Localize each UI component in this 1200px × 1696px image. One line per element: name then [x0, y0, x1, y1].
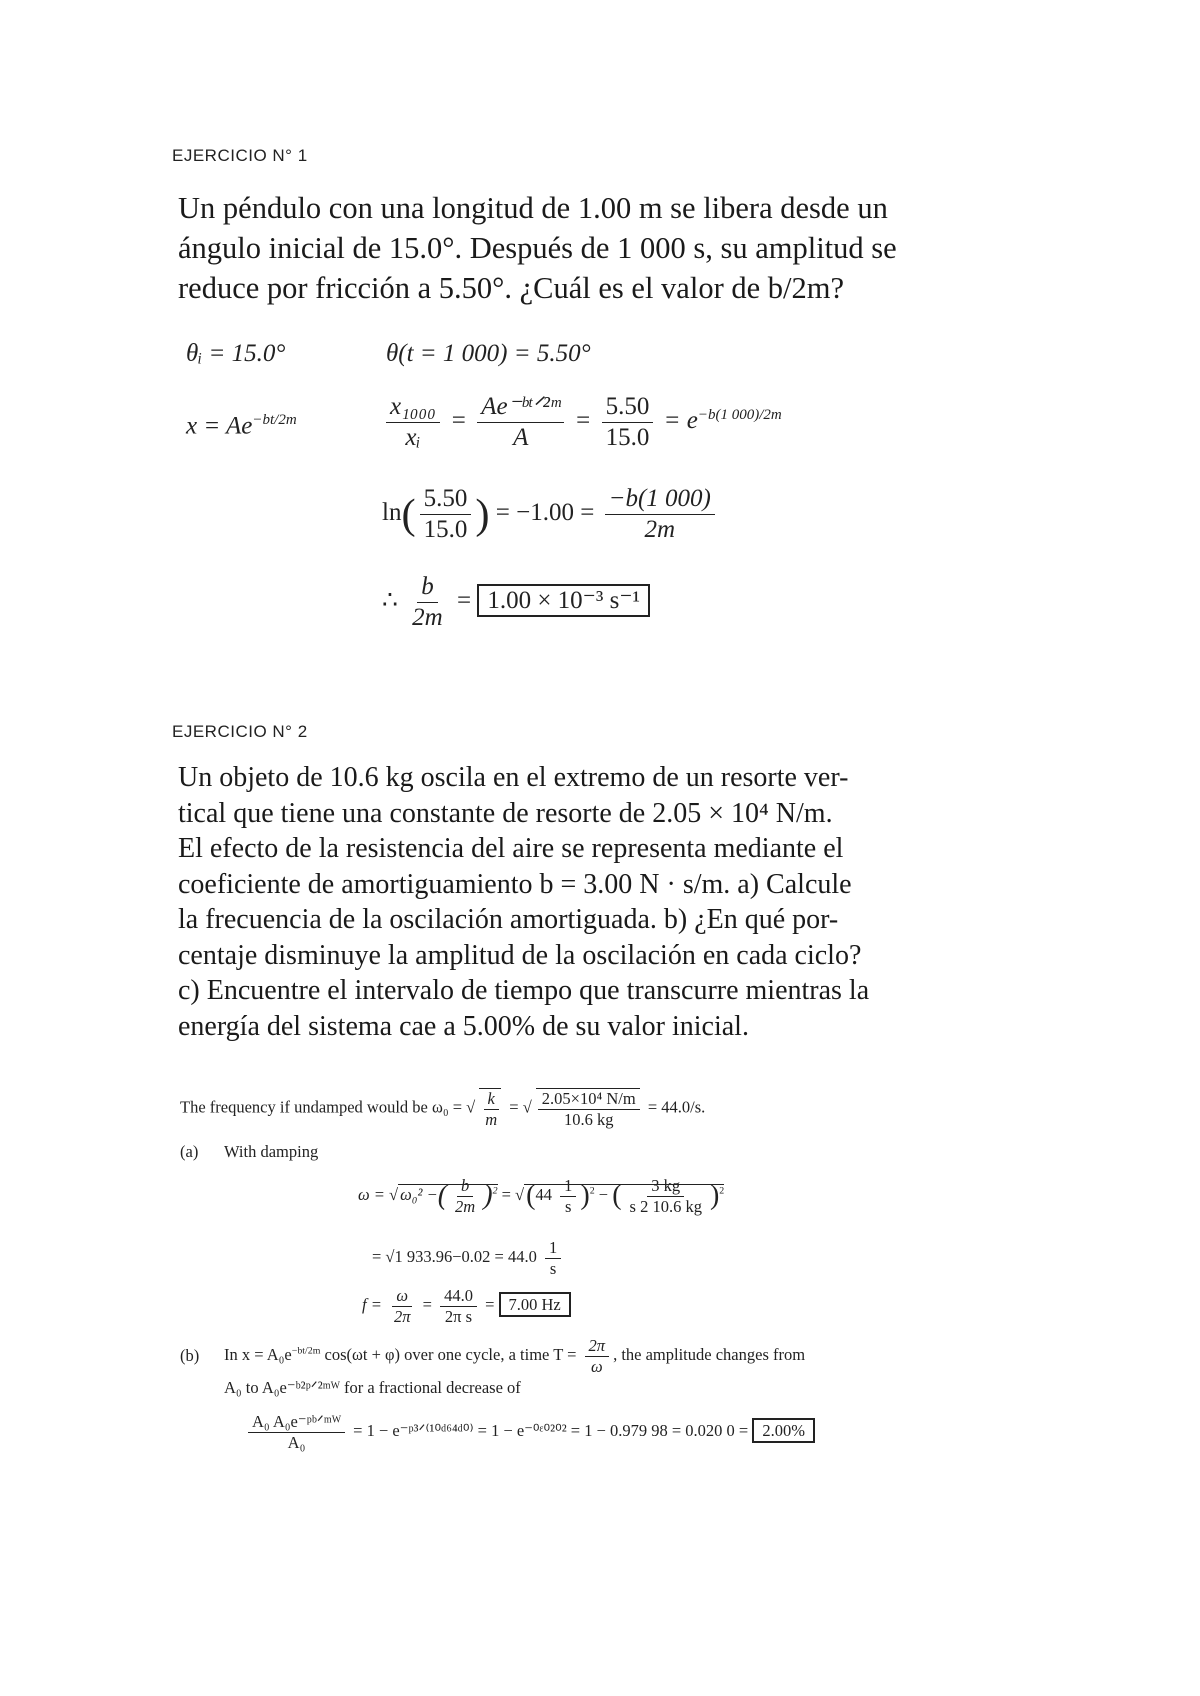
denominator: ω [590, 1356, 603, 1376]
log-equation: ln( $\frac{5.50}{15.0}$ ) = −1.00 = $\frac{-b(1 000)}{2m}$ [382, 484, 719, 545]
omega-over-2pi [390, 1286, 415, 1327]
omega0-value: 44 [535, 1185, 552, 1205]
amplitude-definition [186, 412, 297, 440]
omega-lhs: ω = [358, 1185, 385, 1205]
damped-omega-equation: ω = √ ω₀² −( $\frac{b}{2m}$ )$^2$ = √(44 $\frac{1}{s}$ )$^2$ − ( $\frac{3 kg}{s 2 10.6 kg}$ )$^2$ [358, 1176, 725, 1216]
part-b-text-1 [224, 1336, 805, 1377]
statement-line: centaje disminuye la amplitud de la oscilación en cada ciclo? [178, 939, 862, 971]
freq-value-frac [536, 1088, 640, 1130]
numerator: ω [392, 1286, 412, 1307]
statement-line: coeficiente de amortiguamiento b = 3.00 N · s/m. a) Calcule [178, 868, 852, 900]
denominator: 10.6 kg [563, 1109, 614, 1129]
numerator: 5.50 [602, 392, 654, 423]
numerator: Ae⁻ᵇᵗᐟ²ᵐ [477, 392, 564, 423]
denominator: 15.0 [605, 424, 650, 451]
numerator: b [457, 1176, 473, 1197]
freq-text: The frequency if undamped would be ω₀ = [180, 1097, 467, 1117]
denominator: s [565, 1196, 572, 1216]
therefore-symbol: ∴ [382, 587, 398, 615]
square-exp: 2 [492, 1185, 498, 1197]
omega-result: = √1 933.96−0.02 = 44.0 [372, 1247, 537, 1267]
denominator: s 2 10.6 kg [629, 1196, 702, 1216]
statement-line: Un objeto de 10.6 kg oscila en el extremo de un resorte ver- [178, 762, 849, 793]
numeric-frac [440, 1286, 477, 1327]
exercise-2-heading: EJERCICIO N° 2 [172, 722, 308, 741]
numerator: x₁₀₀₀ [386, 392, 440, 423]
ratio-tail-base: = e [663, 407, 698, 435]
statement-line: c) Encuentre el intervalo de tiempo que transcurre mientras la [178, 975, 870, 1006]
b-text-mid: cos(ωt + φ) over one cycle, a time T = [320, 1345, 577, 1365]
statement-line: reduce por fricción a 5.50°. ¿Cuál es el valor de b/2m? [178, 271, 844, 305]
final-angle: θ(t = 1 000) = 5.50° [386, 340, 591, 367]
b-over-2m [451, 1176, 479, 1217]
frequency-equation: f = $\frac{\omega}{2\pi}$ = $\frac{44.0}{\text{2π s}}$ = 7.00 Hz [362, 1286, 571, 1327]
part-a-text: With damping [224, 1142, 319, 1161]
statement-line: Un péndulo con una longitud de 1.00 m se libera desde un [178, 191, 888, 225]
b-text-exp: −bt/2m [291, 1345, 321, 1357]
omega0-squared: ω₀² − [400, 1185, 438, 1205]
b-text-post: , the amplitude changes from [613, 1345, 806, 1365]
denominator: A [513, 424, 529, 451]
boxed-frequency: 7.00 Hz [499, 1292, 571, 1317]
ln-frac [420, 484, 472, 545]
denominator: xᵢ [405, 424, 421, 451]
numerator: 2π [585, 1336, 610, 1357]
undamped-frequency: The frequency if undamped would be ω₀ = √ $\frac{k}{m}$ = √ $\frac{\text{2.05×10⁴ N/m}}{10.6 kg}$ = 44.0/s. [180, 1089, 706, 1129]
denominator: 2m [412, 604, 443, 631]
denominator: s [549, 1258, 557, 1278]
numerator: 44.0 [440, 1286, 477, 1307]
numerator: 1 [560, 1176, 576, 1197]
denominator: 15.0 [423, 516, 468, 543]
x-def-exp: −bt/2m [252, 412, 297, 428]
ln-label: ln [382, 499, 402, 527]
numerator: 3 kg [647, 1176, 684, 1197]
ratio-tail-exp: −b(1 000)/2m [697, 406, 782, 423]
statement-line: ángulo inicial de 15.0°. Después de 1 000 s, su amplitud se [178, 231, 897, 265]
numerator: k [484, 1089, 499, 1110]
part-b-label: (b) [180, 1346, 200, 1365]
x-def-base: x = Ae [186, 412, 253, 440]
statement-line: energía del sistema cae a 5.00% de su valor inicial. [178, 1010, 749, 1042]
part-a-label: (a) [180, 1142, 199, 1161]
numerator: A₀ A₀e⁻ᵖᵇᐟᵐᵂ [248, 1412, 345, 1433]
decrease-rest: = 1 − e⁻ᵖ³ᐟ⁽¹⁰ᵈ⁶⁴ᵈ⁰⁾ = 1 − e⁻⁰ᵋ⁰²⁰² = 1 − 0.979 98 = 0.020 0 = [353, 1421, 749, 1441]
boxed-result: 1.00 × 10⁻³ s⁻¹ [477, 584, 650, 617]
damping-term [626, 1176, 706, 1217]
denominator: 2π [393, 1306, 411, 1326]
per-second [560, 1176, 576, 1217]
ln-middle: = −1.00 = [495, 499, 595, 527]
denominator: A₀ [287, 1432, 306, 1452]
denominator: 2m [644, 516, 675, 543]
numerator: 5.50 [420, 484, 472, 515]
omega-unit [545, 1238, 561, 1279]
result-frac [408, 572, 447, 633]
k-over-m [479, 1088, 501, 1130]
b-text-pre: In x = A₀e [224, 1345, 292, 1365]
period-frac [585, 1336, 610, 1377]
exercise-2-statement [178, 760, 948, 1044]
statement-line: la frecuencia de la oscilación amortiguada. b) ¿En qué por- [178, 904, 839, 935]
f-lhs: f = [362, 1295, 382, 1315]
exercise-1-statement [178, 188, 1038, 308]
ratio-frac-3 [602, 392, 654, 453]
numerator: 1 [545, 1238, 561, 1259]
denominator: 2π s [444, 1306, 473, 1326]
initial-angle: θᵢ = 15.0° [186, 340, 286, 367]
fractional-decrease-equation [244, 1412, 815, 1453]
denominator: 2m [455, 1196, 476, 1216]
ln-rhs-frac [605, 484, 715, 545]
freq-result: = 44.0/s. [647, 1097, 706, 1117]
numerator: b [417, 572, 438, 603]
ratio-frac-1 [386, 392, 440, 453]
statement-line: El efecto de la resistencia del aire se representa mediante el [178, 833, 844, 864]
result-equation: ∴ $\frac{b}{2m}$ = 1.00 × 10⁻³ s⁻¹ [382, 572, 650, 633]
ratio-frac-2 [477, 392, 564, 453]
numerator: −b(1 000) [605, 484, 715, 515]
statement-line: tical que tiene una constante de resorte de 2.05 × 10⁴ N/m. [178, 797, 833, 829]
amplitude-ratio-equation: $\frac{\text{x₁₀₀₀}}{\text{xᵢ}}$ = $\frac{\text{Ae⁻ᵇᵗᐟ²ᵐ}}{A}$ = $\frac{5.50}{15.0}$ = $e^{-b(1 000)/2m}$ [382, 392, 782, 453]
exercise-1-heading: EJERCICIO N° 1 [172, 146, 308, 165]
numerator: 2.05×10⁴ N/m [538, 1089, 640, 1110]
boxed-percentage: 2.00% [752, 1418, 815, 1443]
omega-result-line [372, 1238, 565, 1279]
part-b-text-2: A₀ to A₀e⁻ᵇ²ᵖᐟ²ᵐᵂ for a fractional decrease of [224, 1378, 521, 1397]
decrease-frac [248, 1412, 345, 1453]
denominator: m [485, 1109, 498, 1129]
